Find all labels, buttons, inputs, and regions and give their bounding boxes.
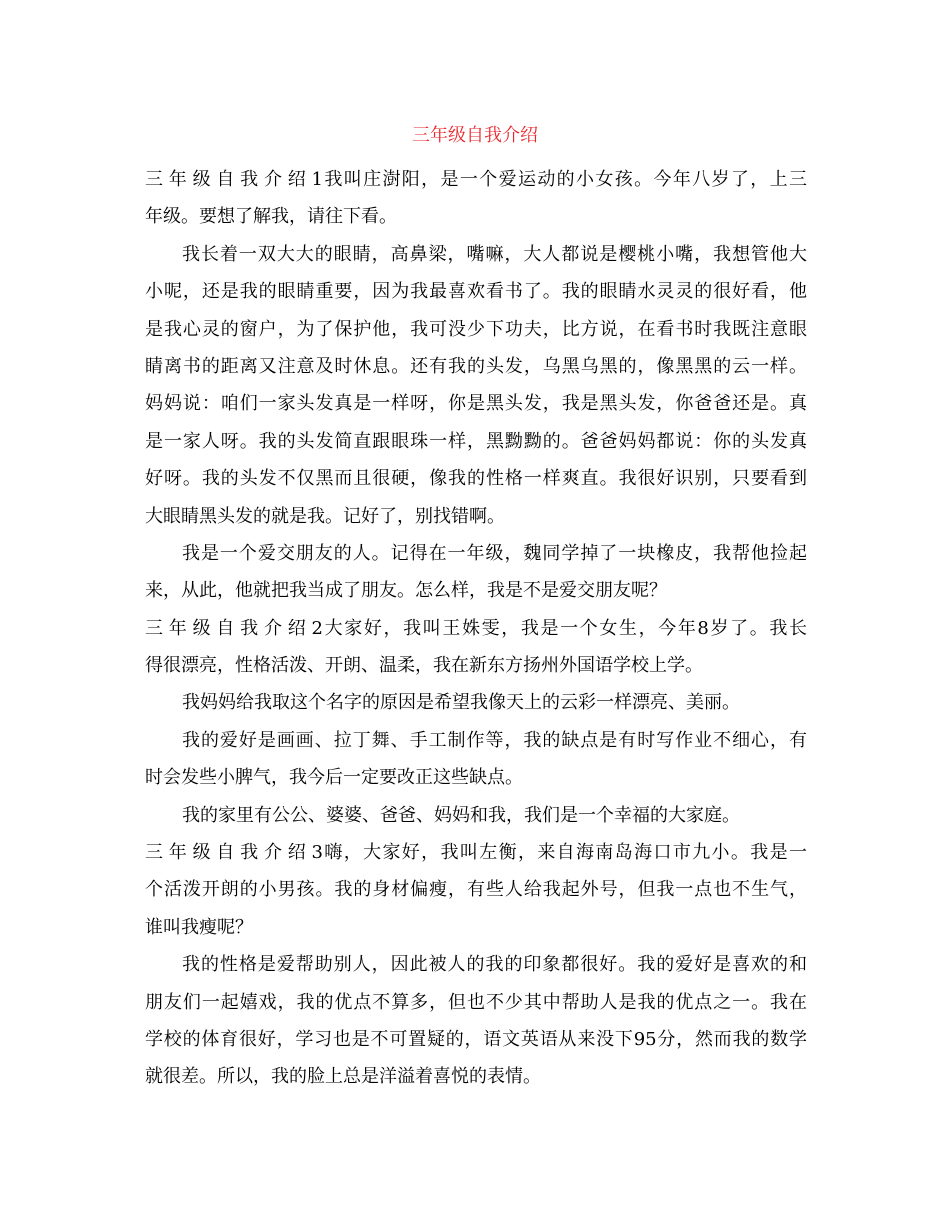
line-text: 大家好，我叫王姝雯，我是一个女生，今年8岁了。我长: [323, 617, 807, 639]
line-text: 个活泼开朗的小男孩。我的身材偏瘦，有些人给我起外号，但我一点也不生气，: [145, 879, 807, 901]
document-title: 三年级自我介绍: [412, 125, 538, 146]
line-text: 年级。要想了解我，请往下看。: [145, 206, 397, 228]
line-text: 大眼睛黑头发的就是我。记好了，别找错啊。: [145, 505, 505, 527]
line-text: 妈妈说：咱们一家头发真是一样呀，你是黑头发，我是黑头发，你爸爸还是。真: [145, 393, 807, 415]
line-text: 得很漂亮，性格活泼、开朗、温柔，我在新东方扬州外国语学校上学。: [145, 655, 703, 677]
paragraph-line: [145, 615, 807, 652]
line-text: 是我心灵的窗户，为了保护他，我可没少下功夫，比方说，在看书时我既注意眼: [145, 318, 807, 340]
paragraph-line: [145, 951, 807, 988]
line-text: 小呢，还是我的眼睛重要，因为我最喜欢看书了。我的眼睛水灵灵的很好看，他: [145, 281, 807, 303]
line-text: 我长着一双大大的眼睛，高鼻梁，嘴嘛，大人都说是樱桃小嘴，我想管他大: [182, 243, 807, 265]
paragraph-line: [145, 465, 807, 502]
line-text: 我妈妈给我取这个名字的原因是希望我像天上的云彩一样漂亮、美丽。: [182, 692, 740, 714]
paragraph-line: [145, 727, 807, 764]
paragraph-line: [145, 503, 807, 540]
paragraph-line: [145, 428, 807, 465]
section-heading: 三年级自我介绍3: [145, 842, 323, 864]
paragraph-line: [145, 1026, 807, 1063]
line-text: 我的爱好是画画、拉丁舞、手工制作等，我的缺点是有时写作业不细心，有: [182, 729, 807, 751]
paragraph-line: [145, 278, 807, 315]
line-text: 我的家里有公公、婆婆、爸爸、妈妈和我，我们是一个幸福的大家庭。: [182, 804, 740, 826]
paragraph-line: [145, 316, 807, 353]
paragraph-line: [145, 166, 807, 203]
line-text: 我的性格是爱帮助别人，因此被人的我的印象都很好。我的爱好是喜欢的和: [182, 954, 807, 976]
paragraph-line: [145, 764, 807, 801]
line-text: 是一家人呀。我的头发简直跟眼珠一样，黑黝黝的。爸爸妈妈都说：你的头发真: [145, 430, 807, 452]
line-text: 嗨，大家好，我叫左衡，来自海南岛海口市九小。我是一: [323, 842, 807, 864]
paragraph-line: [145, 689, 807, 726]
paragraph-line: [145, 577, 807, 614]
paragraph-line: [145, 241, 807, 278]
section-heading: 三年级自我介绍2: [145, 617, 323, 639]
line-text: 谁叫我瘦呢？: [145, 916, 253, 938]
section-heading: 三年级自我介绍1: [145, 169, 323, 190]
paragraph-line: [145, 540, 807, 577]
paragraph-line: [145, 1063, 807, 1100]
paragraph-line: [145, 652, 807, 689]
paragraph-line: [145, 914, 807, 951]
line-text: 我是一个爱交朋友的人。记得在一年级，魏同学掉了一块橡皮，我帮他捡起: [182, 542, 807, 564]
line-text: 时会发些小脾气，我今后一定要改正这些缺点。: [145, 767, 523, 789]
paragraph-line: [145, 802, 807, 839]
paragraph-line: [145, 989, 807, 1026]
line-text: 我叫庄澍阳，是一个爱运动的小女孩。今年八岁了，上三: [323, 169, 807, 190]
line-text: 就很差。所以，我的脸上总是洋溢着喜悦的表情。: [145, 1066, 541, 1088]
paragraph-line: [145, 839, 807, 876]
line-text: 来，从此，他就把我当成了朋友。怎么样，我是不是爱交朋友呢？: [145, 580, 667, 602]
line-text: 朋友们一起嬉戏，我的优点不算多，但也不少其中帮助人是我的优点之一。我在: [145, 991, 807, 1013]
paragraph-line: [145, 390, 807, 427]
line-text: 学校的体育很好，学习也是不可置疑的，语文英语从来没下95分，然而我的数学: [145, 1028, 807, 1050]
line-text: 睛离书的距离又注意及时休息。还有我的头发，乌黑乌黑的，像黑黑的云一样。: [145, 355, 807, 377]
paragraph-line: [145, 876, 807, 913]
paragraph-line: [145, 353, 807, 390]
line-text: 好呀。我的头发不仅黑而且很硬，像我的性格一样爽直。我很好识别，只要看到: [145, 468, 807, 490]
document-body: [145, 166, 807, 1101]
paragraph-line: [145, 203, 807, 240]
